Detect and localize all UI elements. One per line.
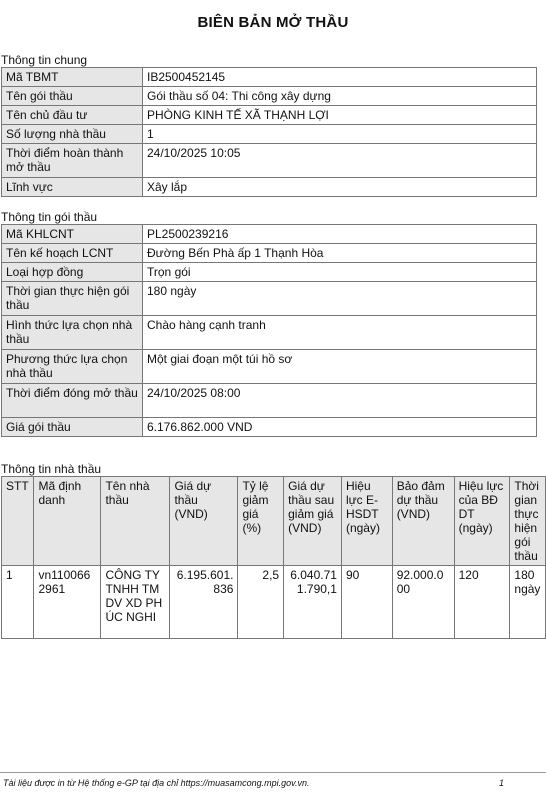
info-label: Tên chủ đầu tư: [2, 106, 143, 125]
info-row: [2, 418, 537, 437]
info-value: Chào hàng cạnh tranh: [143, 316, 537, 350]
info-row: [2, 125, 537, 144]
info-value: 1: [143, 125, 537, 144]
info-row: [2, 316, 537, 350]
package-info-heading: Thông tin gói thầu: [1, 210, 98, 224]
bidder-column-header: STT: [2, 477, 34, 566]
info-row: [2, 282, 537, 316]
info-row: [2, 144, 537, 178]
bidder-row: [2, 566, 546, 639]
footer-text: Tài liệu được in từ Hệ thống e-GP tại địa chỉ https://muasamcong.mpi.gov.vn.: [3, 778, 310, 788]
bidder-cell: 92.000.000: [392, 566, 454, 639]
bidder-cell: 90: [341, 566, 392, 639]
info-label: Lĩnh vực: [2, 178, 143, 197]
info-row: [2, 384, 537, 418]
info-value: Trọn gói: [143, 263, 537, 282]
info-value: Xây lắp: [143, 178, 537, 197]
info-value: PHÒNG KINH TẾ XÃ THẠNH LỢI: [143, 106, 537, 125]
bidder-column-header: Bảo đảm dự thầu (VND): [392, 477, 454, 566]
info-value: Gói thầu số 04: Thi công xây dựng: [143, 87, 537, 106]
bidder-column-header: Thời gian thực hiện gói thầu: [510, 477, 546, 566]
info-label: Thời điểm hoàn thành mở thầu: [2, 144, 143, 178]
general-info-table: [1, 67, 537, 197]
info-label: Tên kế hoạch LCNT: [2, 244, 143, 263]
info-row: [2, 87, 537, 106]
bidder-cell: 6.040.711.790,1: [284, 566, 342, 639]
bidder-cell: 1: [2, 566, 34, 639]
info-value: 180 ngày: [143, 282, 537, 316]
info-label: Phương thức lựa chọn nhà thầu: [2, 350, 143, 384]
info-row: [2, 68, 537, 87]
info-label: Tên gói thầu: [2, 87, 143, 106]
info-label: Mã TBMT: [2, 68, 143, 87]
info-label: Hình thức lựa chọn nhà thầu: [2, 316, 143, 350]
info-label: Số lượng nhà thầu: [2, 125, 143, 144]
info-label: Giá gói thầu: [2, 418, 143, 437]
info-value: 6.176.862.000 VND: [143, 418, 537, 437]
info-row: [2, 225, 537, 244]
bidder-column-header: Hiệu lực E-HSDT (ngày): [341, 477, 392, 566]
bidder-column-header: Giá dự thầu sau giảm giá (VND): [284, 477, 342, 566]
bidder-column-header: Hiệu lực của BĐ DT (ngày): [454, 477, 510, 566]
info-row: [2, 106, 537, 125]
general-info-heading: Thông tin chung: [1, 53, 88, 67]
info-value: Một giai đoạn một túi hồ sơ: [143, 350, 537, 384]
bidder-cell: 6.195.601.836: [170, 566, 238, 639]
package-info-table: [1, 224, 537, 437]
info-row: [2, 244, 537, 263]
info-value: 24/10/2025 10:05: [143, 144, 537, 178]
info-row: [2, 350, 537, 384]
bidder-column-header: Giá dự thầu (VND): [170, 477, 238, 566]
info-value: Đường Bến Phà ấp 1 Thạnh Hòa: [143, 244, 537, 263]
info-value: IB2500452145: [143, 68, 537, 87]
info-row: [2, 178, 537, 197]
bidder-column-header: Tên nhà thầu: [101, 477, 170, 566]
info-label: Loại hợp đồng: [2, 263, 143, 282]
bidder-cell: 2,5: [238, 566, 284, 639]
info-label: Thời gian thực hiện gói thầu: [2, 282, 143, 316]
info-label: Mã KHLCNT: [2, 225, 143, 244]
info-value: 24/10/2025 08:00: [143, 384, 537, 418]
bidder-cell: CÔNG TY TNHH TM DV XD PHÚC NGHI: [101, 566, 170, 639]
footer-rule: [0, 772, 546, 773]
document-title: BIÊN BẢN MỞ THẦU: [197, 14, 349, 31]
info-value: PL2500239216: [143, 225, 537, 244]
bidder-table: [1, 476, 546, 639]
bidder-cell: vn1100662961: [34, 566, 101, 639]
page-number: 1: [499, 778, 505, 788]
bidder-cell: 120: [454, 566, 510, 639]
bidder-cell: 180 ngày: [510, 566, 546, 639]
info-label: Thời điểm đóng mở thầu: [2, 384, 143, 418]
bidder-column-header: Tỷ lệ giảm giá (%): [238, 477, 284, 566]
bidder-info-heading: Thông tin nhà thầu: [1, 462, 102, 476]
info-row: [2, 263, 537, 282]
bidder-column-header: Mã định danh: [34, 477, 101, 566]
